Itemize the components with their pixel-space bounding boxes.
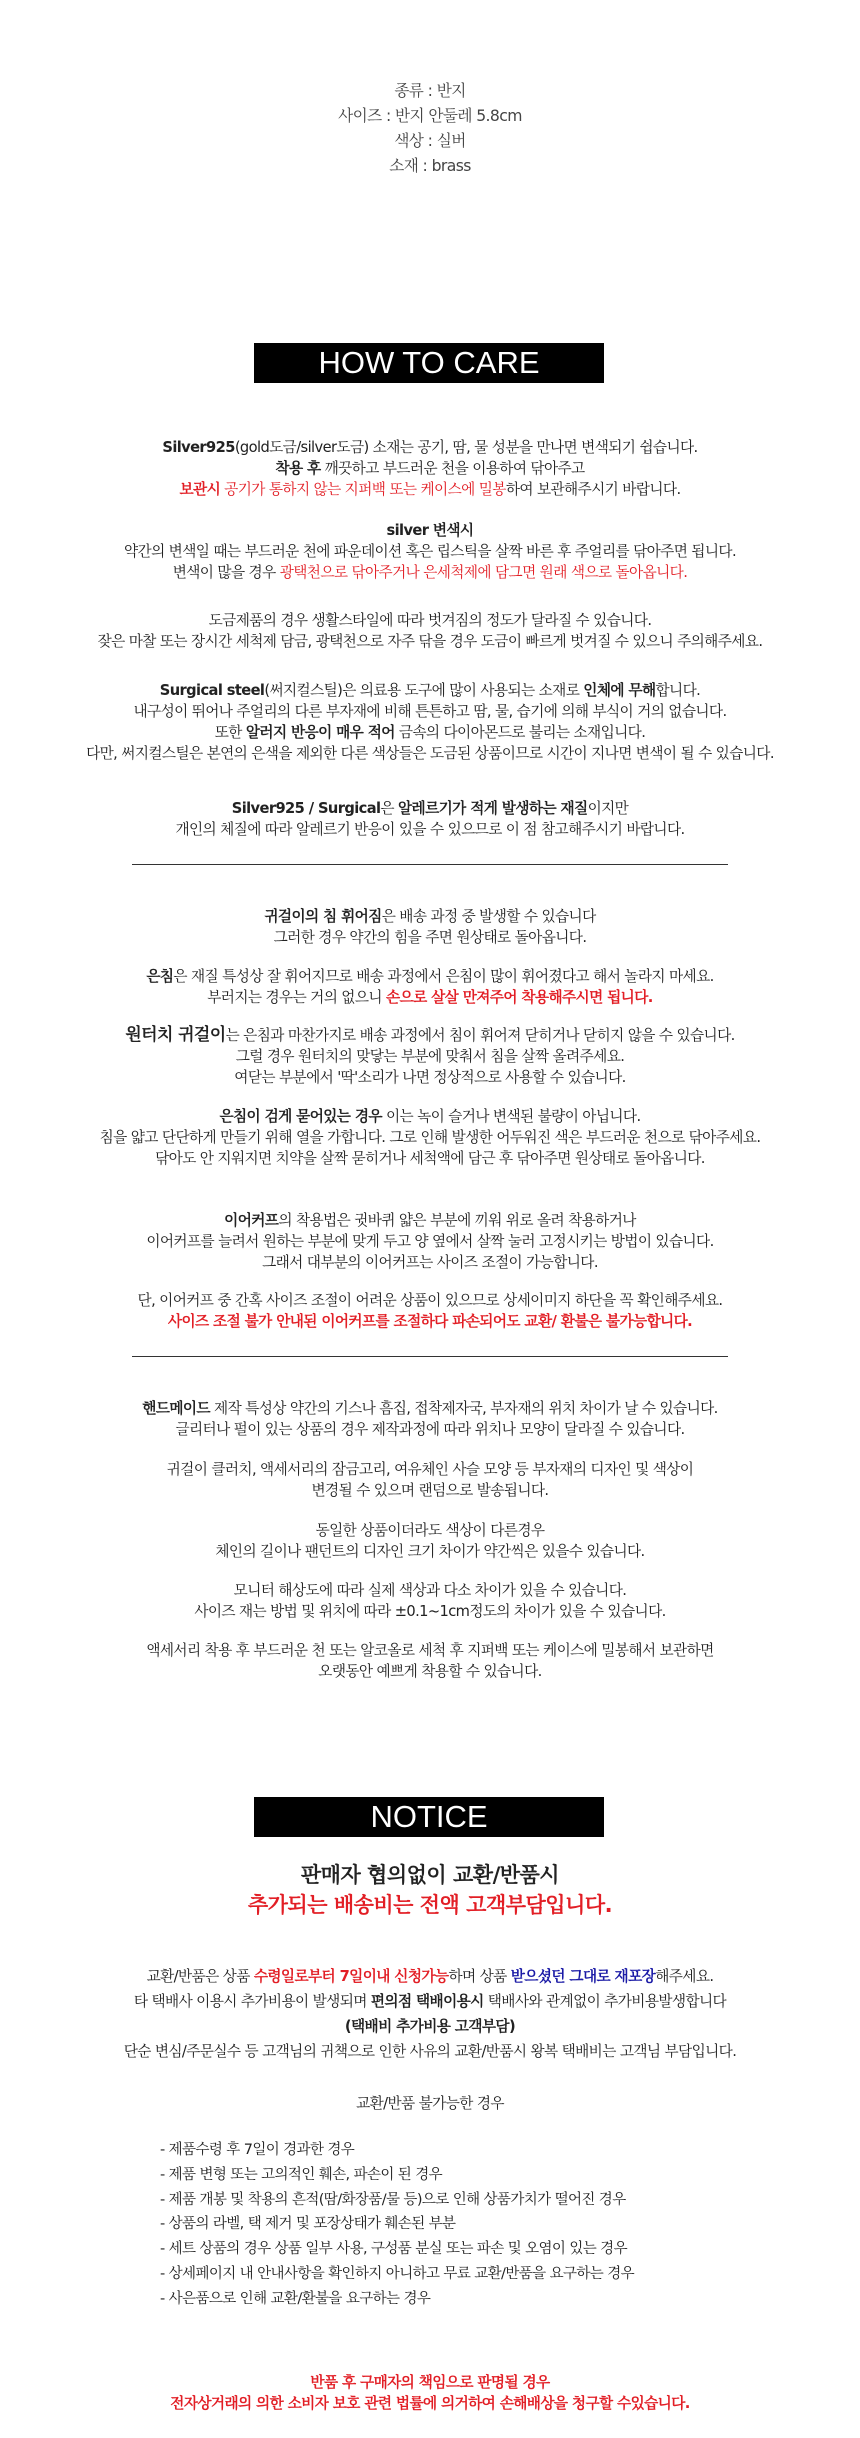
spec-size: 사이즈 : 반지 안둘레 5.8cm — [338, 106, 522, 125]
notice-list-title: 교환/반품 불가능한 경우 — [356, 2095, 504, 2112]
product-specs — [0, 78, 860, 178]
spec-material: 소재 : brass — [389, 156, 471, 175]
spec-type: 종류 : 반지 — [394, 81, 466, 100]
list-item: - 상품의 라벨, 택 제거 및 포장상태가 훼손된 부분 — [160, 2216, 456, 2233]
earring-bend: 귀걸이의 침 휘어짐은 배송 과정 중 발생할 수 있습니다 그러한 경우 약간의 힘을 주면 원상태로 돌아옵니다. — [264, 908, 596, 946]
care-silver925: Silver925(gold도금/silver도금) 소재는 공기, 땀, 물 성분을 만나면 변색되기 쉽습니다. 착용 후 깨끗하고 부드러운 천을 이용하여 닦아주고 보관시 공기가 통하지 않는 지퍼백 또는 케이스에 밀봉하여 보관해주시기 바랍니다. — [162, 439, 698, 498]
list-item: - 제품 개봉 및 착용의 흔적(땀/화장품/물 등)으로 인해 상품가치가 떨어진 경우 — [160, 2191, 626, 2208]
divider — [132, 1356, 728, 1357]
notice-exchange-info: 교환/반품은 상품 수령일로부터 7일이내 신청가능하며 상품 받으셨던 그대로 재포장해주세요. 타 택배사 이용시 추가비용이 발생되며 편의점 택배이용시 택배사와 관계없이 추가비용발생합니다 (택배비 추가비용 고객부담) 단순 변심/주문실수 등 고객님의 귀책으로 인한 사유의 교환/반품시 왕복 택배비는 고객님 부담입니다. — [123, 1968, 737, 2060]
how-to-care-banner: HOW TO CARE — [254, 343, 604, 383]
earring-one-touch: 원터치 귀걸이는 은침과 마찬가지로 배송 과정에서 침이 휘어져 닫히거나 닫히지 않을 수 있습니다. 그럴 경우 원터치의 맞닿는 부분에 맞춰서 침을 살짝 올려주세요. 여닫는 부분에서 '딱'소리가 나면 정상적으로 사용할 수 있습니다. — [125, 1025, 735, 1086]
earring-silver-post: 은침은 재질 특성상 잘 휘어지므로 배송 과정에서 은침이 많이 휘어졌다고 해서 놀라지 마세요. 부러지는 경우는 거의 없으니 손으로 살살 만져주어 착용해주시면 됩니다. — [146, 968, 714, 1006]
care-silver-discolor: silver 변색시 약간의 변색일 때는 부드러운 천에 파운데이션 혹은 립스틱을 살짝 바른 후 주얼리를 닦아주면 됩니다. 변색이 많을 경우 광택천으로 닦아주거나 은세척제에 담그면 원래 색으로 돌아옵니다. — [123, 522, 736, 581]
divider — [132, 864, 728, 865]
handmade-e: 액세서리 착용 후 부드러운 천 또는 알코올로 세척 후 지퍼백 또는 케이스에 밀봉해서 보관하면 오랫동안 예쁘게 착용할 수 있습니다. — [146, 1642, 714, 1680]
earring-black-post: 은침이 검게 묻어있는 경우 이는 녹이 슬거나 변색된 불량이 아닙니다. 침을 얇고 단단하게 만들기 위해 열을 가합니다. 그로 인해 발생한 어두워진 색은 부드러운 천으로 닦아주세요. 닦아도 안 지워지면 치약을 살짝 묻히거나 세척액에 담근 후 닦아주면 원상태로 돌아옵니다. — [99, 1108, 761, 1167]
spec-color: 색상 : 실버 — [394, 131, 466, 150]
notice-not-allowed-list — [160, 2138, 634, 2312]
list-item: - 제품 변형 또는 고의적인 훼손, 파손이 된 경우 — [160, 2166, 443, 2183]
care-plating: 도금제품의 경우 생활스타일에 따라 벗겨짐의 정도가 달라질 수 있습니다. 잦은 마찰 또는 장시간 세척제 담금, 광택천으로 자주 닦을 경우 도금이 빠르게 벗겨질 수 있으니 주의해주세요. — [97, 612, 763, 650]
care-surgical-steel: Surgical steel(써지컬스틸)은 의료용 도구에 많이 사용되는 소재로 인체에 무해합니다. 내구성이 뛰어나 주얼리의 다른 부자재에 비해 튼튼하고 땀, 물, 습기에 의해 부식이 거의 없습니다. 또한 알러지 반응이 매우 적어 금속의 다이아몬드로 불리는 소재입니다. 다만, 써지컬스틸은 본연의 은색을 제외한 다른 색상들은 도금된 상품이므로 시간이 지나면 변색이 될 수 있습니다. — [86, 682, 774, 762]
care-allergy: Silver925 / Surgical은 알레르기가 적게 발생하는 재질이지만 개인의 체질에 따라 알레르기 반응이 있을 수 있으므로 이 점 참고해주시기 바랍니다. — [175, 800, 685, 838]
list-item: - 세트 상품의 경우 상품 일부 사용, 구성품 분실 또는 파손 및 오염이 있는 경우 — [160, 2241, 627, 2258]
handmade-b: 귀걸이 클러치, 액세서리의 잠금고리, 여유체인 사슬 모양 등 부자재의 디자인 및 색상이 변경될 수 있으며 랜덤으로 발송됩니다. — [166, 1461, 694, 1499]
handmade-d: 모니터 해상도에 따라 실제 색상과 다소 차이가 있을 수 있습니다. 사이즈 재는 방법 및 위치에 따라 ±0.1~1cm정도의 차이가 있을 수 있습니다. — [194, 1582, 666, 1620]
earring-earcuff: 이어커프의 착용법은 귓바퀴 얇은 부분에 끼워 위로 올려 착용하거나 이어커프를 늘려서 원하는 부분에 맞게 두고 양 옆에서 살짝 눌러 고정시키는 방법이 있습니다. 그래서 대부분의 이어커프는 사이즈 조절이 가능합니다. — [146, 1212, 714, 1271]
list-item: - 제품수령 후 7일이 경과한 경우 — [160, 2142, 355, 2158]
list-item: - 사은품으로 인해 교환/환불을 요구하는 경우 — [160, 2290, 431, 2307]
list-item: - 상세페이지 내 안내사항을 확인하지 아니하고 무료 교환/반품을 요구하는 경우 — [160, 2265, 635, 2282]
handmade-c: 동일한 상품이더라도 색상이 다른경우 체인의 길이나 팬던트의 디자인 크기 차이가 약간씩은 있을수 있습니다. — [215, 1522, 645, 1560]
notice-footer: 반품 후 구매자의 책임으로 판명될 경우 전자상거래의 의한 소비자 보호 관련 법률에 의거하여 손해배상을 청구할 수있습니다. — [170, 2374, 690, 2412]
earring-earcuff-warning: 단, 이어커프 중 간혹 사이즈 조절이 어려운 상품이 있으므로 상세이미지 하단을 꼭 확인해주세요. 사이즈 조절 불가 안내된 이어커프를 조절하다 파손되어도 교환/ 환불은 불가능합니다. — [137, 1292, 723, 1330]
handmade-a: 핸드메이드 제작 특성상 약간의 기스나 흠집, 접착제자국, 부자재의 위치 차이가 날 수 있습니다. 글리터나 펄이 있는 상품의 경우 제작과정에 따라 위치나 모양이 달라질 수 있습니다. — [142, 1400, 718, 1438]
notice-headline: 판매자 협의없이 교환/반품시 추가되는 배송비는 전액 고객부담입니다. — [247, 1863, 613, 1917]
notice-banner: NOTICE — [254, 1797, 604, 1837]
